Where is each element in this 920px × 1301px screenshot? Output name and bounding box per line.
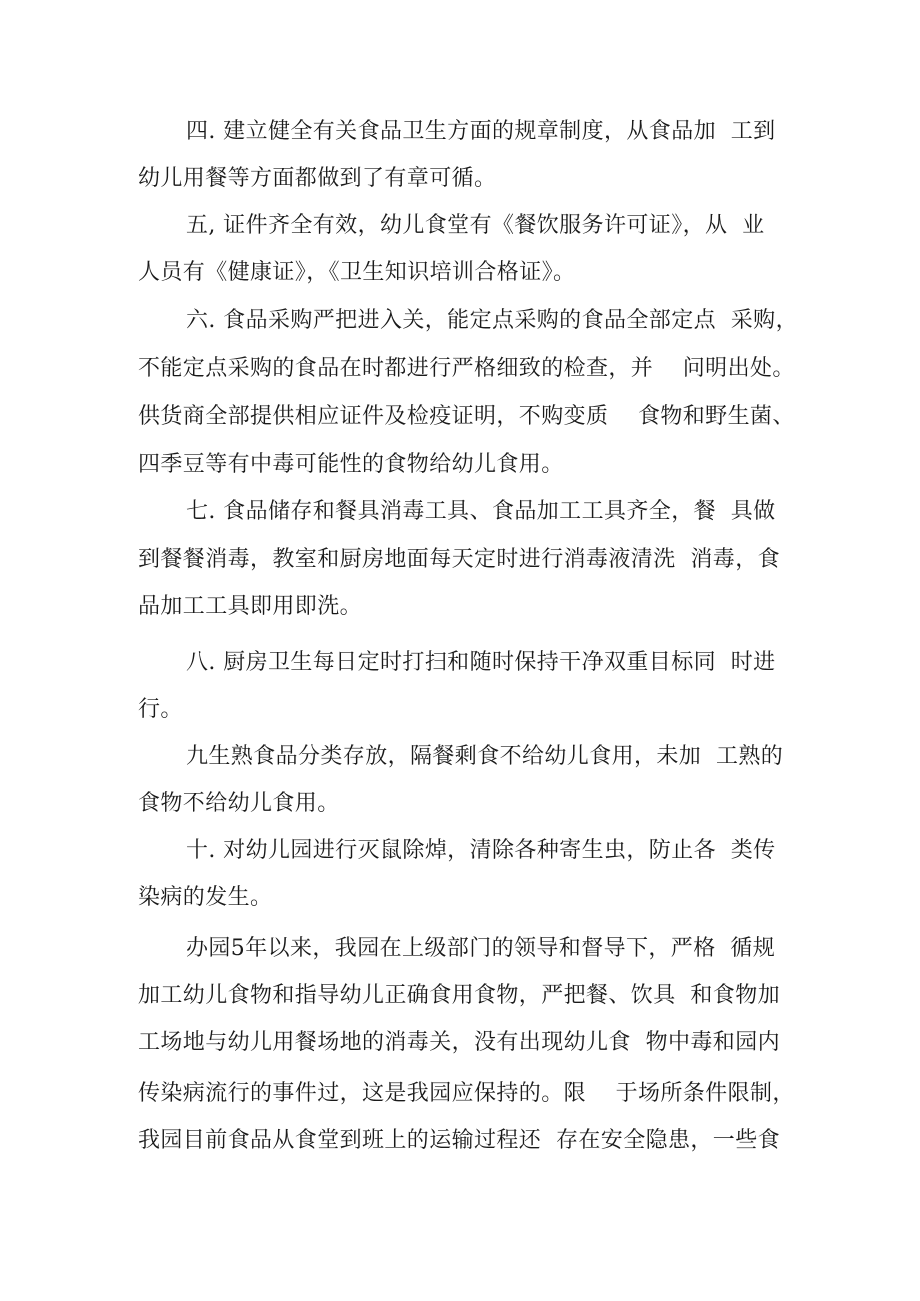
paragraph-7-line-2: 到餐餐消毒，教室和厨房地面每天定时进行消毒液清洗 消毒，食 bbox=[138, 547, 780, 572]
paragraph-5-line-1: 五, 证件齐全有效，幼儿食堂有《餐饮服务许可证》，从 业 bbox=[186, 213, 765, 238]
paragraph-4-line-2: 幼儿用餐等方面都做到了有章可循。 bbox=[138, 166, 497, 191]
paragraph-7-line-1: 七. 食品储存和餐具消毒工具、食品加工工具齐全，餐 具做 bbox=[186, 499, 776, 524]
paragraph-6-line-3: 供货商全部提供相应证件及检疫证明，不购变质 食物和野生菌、 bbox=[138, 404, 795, 429]
paragraph-10-line-2: 染病的发生。 bbox=[138, 885, 273, 910]
paragraph-9-line-1: 九生熟食品分类存放，隔餐剩食不给幼儿食用，未加 工熟的 bbox=[186, 744, 784, 769]
paragraph-5-line-2: 人员有《健康证》，《卫生知识培训合格证》。 bbox=[138, 260, 576, 285]
closing-paragraph-line-2: 加工幼儿食物和指导幼儿正确食用食物，严把餐、饮具 和食物加 bbox=[138, 983, 780, 1008]
closing-paragraph-line-1: 办园5年以来，我园在上级部门的领导和督导下，严格 循规 bbox=[186, 936, 776, 961]
closing-paragraph-line-4: 传染病流行的事件过，这是我园应保持的。限 于场所条件限制， bbox=[138, 1081, 795, 1106]
closing-paragraph-line-3: 工场地与幼儿用餐场地的消毒关，没有出现幼儿食 物中毒和园内 bbox=[138, 1030, 780, 1055]
paragraph-4-line-1: 四. 建立健全有关食品卫生方面的规章制度，从食品加 工到 bbox=[186, 119, 776, 144]
paragraph-6-line-2: 不能定点采购的食品在时都进行严格细致的检查，并 问明出处。 bbox=[138, 356, 795, 381]
paragraph-6-line-4: 四季豆等有中毒可能性的食物给幼儿食用。 bbox=[138, 452, 564, 477]
paragraph-8-line-1: 八. 厨房卫生每日定时打扫和随时保持干净双重目标同 时进 bbox=[186, 650, 776, 675]
paragraph-9-line-2: 食物不给幼儿食用。 bbox=[138, 791, 340, 816]
closing-paragraph-line-5: 我园目前食品从食堂到班上的运输过程还 存在安全隐患，一些食 bbox=[138, 1128, 780, 1153]
paragraph-10-line-1: 十. 对幼儿园进行灭鼠除焯，清除各种寄生虫，防止各 类传 bbox=[186, 838, 776, 863]
paragraph-8-line-2: 行。 bbox=[138, 697, 183, 722]
paragraph-6-line-1: 六. 食品采购严把进入关，能定点采购的食品全部定点 采购， bbox=[186, 308, 798, 333]
paragraph-7-line-3: 品加工工具即用即洗。 bbox=[138, 594, 363, 619]
